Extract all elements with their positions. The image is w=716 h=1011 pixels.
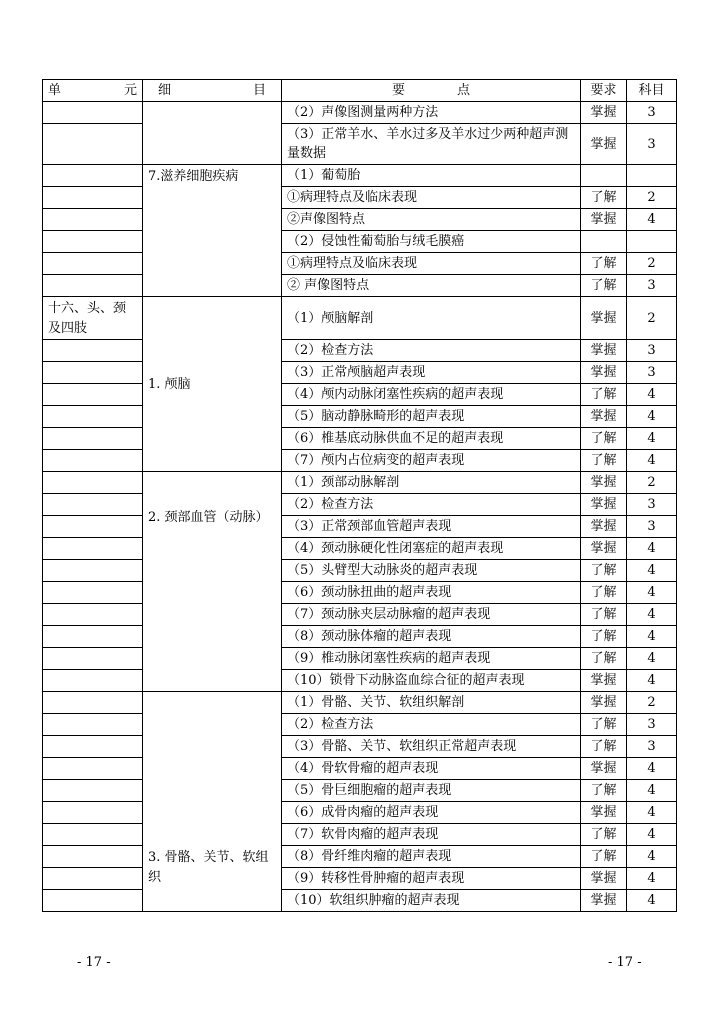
table-row <box>43 604 677 626</box>
table-row <box>43 362 677 384</box>
requirement-cell: 掌握 <box>581 494 627 516</box>
subject-cell <box>627 165 677 187</box>
subject-cell: 4 <box>627 384 677 406</box>
point-cell: （9）转移性骨肿瘤的超声表现 <box>282 868 581 890</box>
table-row <box>43 670 677 692</box>
requirement-cell: 掌握 <box>581 868 627 890</box>
subject-cell: 4 <box>627 868 677 890</box>
unit-cell <box>43 626 143 648</box>
unit-cell <box>43 714 143 736</box>
subject-cell: 2 <box>627 472 677 494</box>
point-cell: ①病理特点及临床表现 <box>282 253 581 275</box>
unit-cell <box>43 604 143 626</box>
table-row <box>43 187 677 209</box>
subject-cell: 3 <box>627 736 677 758</box>
detail-label: 2. 颈部血管（动脉） <box>143 472 282 692</box>
point-cell: （7）颅内占位病变的超声表现 <box>282 450 581 472</box>
requirement-cell: 掌握 <box>581 102 627 124</box>
unit-cell <box>43 516 143 538</box>
point-cell: （10）软组织肿瘤的超声表现 <box>282 890 581 912</box>
requirement-cell: 掌握 <box>581 890 627 912</box>
subject-cell: 3 <box>627 340 677 362</box>
subject-cell: 4 <box>627 780 677 802</box>
requirement-cell: 了解 <box>581 714 627 736</box>
table-row <box>43 736 677 758</box>
table-row <box>43 780 677 802</box>
unit-cell <box>43 560 143 582</box>
subject-cell: 3 <box>627 714 677 736</box>
subject-cell: 4 <box>627 209 677 231</box>
point-cell: （8）颈动脉体瘤的超声表现 <box>282 626 581 648</box>
table-row <box>43 275 677 297</box>
table-row <box>43 802 677 824</box>
unit-label: 十六、头、颈及四肢 <box>43 297 143 340</box>
subject-cell: 4 <box>627 670 677 692</box>
table-row <box>43 846 677 868</box>
requirement-cell: 了解 <box>581 450 627 472</box>
requirement-cell: 掌握 <box>581 516 627 538</box>
point-cell: （1）颅脑解剖 <box>282 297 581 340</box>
unit-cell <box>43 362 143 384</box>
requirement-cell: 了解 <box>581 626 627 648</box>
subject-cell: 4 <box>627 450 677 472</box>
point-cell: （6）颈动脉扭曲的超声表现 <box>282 582 581 604</box>
point-cell: （9）椎动脉闭塞性疾病的超声表现 <box>282 648 581 670</box>
point-cell: （3）正常颈部血管超声表现 <box>282 516 581 538</box>
unit-cell <box>43 494 143 516</box>
table-row <box>43 340 677 362</box>
point-cell: （5）头臂型大动脉炎的超声表现 <box>282 560 581 582</box>
subject-cell <box>627 231 677 253</box>
point-cell: （4）颅内动脉闭塞性疾病的超声表现 <box>282 384 581 406</box>
point-cell: （5）骨巨细胞瘤的超声表现 <box>282 780 581 802</box>
table-row <box>43 560 677 582</box>
subject-cell: 4 <box>627 648 677 670</box>
header-unit: 单 元 <box>43 80 143 102</box>
unit-cell <box>43 124 143 165</box>
subject-cell: 2 <box>627 692 677 714</box>
point-cell: ② 声像图特点 <box>282 275 581 297</box>
unit-cell <box>43 846 143 868</box>
point-cell: （4）颈动脉硬化性闭塞症的超声表现 <box>282 538 581 560</box>
point-cell: （2）检查方法 <box>282 714 581 736</box>
requirement-cell: 了解 <box>581 187 627 209</box>
unit-cell <box>43 102 143 124</box>
requirement-cell <box>581 231 627 253</box>
subject-cell: 4 <box>627 406 677 428</box>
requirement-cell: 了解 <box>581 275 627 297</box>
point-cell: （2）声像图测量两种方法 <box>282 102 581 124</box>
table-row <box>43 692 677 714</box>
page-number-left: - 17 - <box>77 955 111 970</box>
table-row <box>43 231 677 253</box>
subject-cell: 4 <box>627 802 677 824</box>
point-cell: （10）锁骨下动脉盗血综合征的超声表现 <box>282 670 581 692</box>
unit-cell <box>43 538 143 560</box>
detail-label: 7.滋养细胞疾病 <box>143 165 282 297</box>
subject-cell: 3 <box>627 275 677 297</box>
unit-cell <box>43 253 143 275</box>
unit-cell <box>43 758 143 780</box>
point-cell: （5）脑动静脉畸形的超声表现 <box>282 406 581 428</box>
requirement-cell: 了解 <box>581 582 627 604</box>
unit-cell <box>43 187 143 209</box>
point-cell: （8）骨纤维肉瘤的超声表现 <box>282 846 581 868</box>
requirement-cell: 了解 <box>581 736 627 758</box>
subject-cell: 3 <box>627 494 677 516</box>
header-requirement: 要求 <box>581 80 627 102</box>
table-row <box>43 626 677 648</box>
subject-cell: 3 <box>627 124 677 165</box>
table-row <box>43 472 677 494</box>
requirement-cell: 掌握 <box>581 406 627 428</box>
requirement-cell: 掌握 <box>581 758 627 780</box>
table-row <box>43 868 677 890</box>
table-row <box>43 102 677 124</box>
subject-cell: 2 <box>627 187 677 209</box>
requirement-cell: 了解 <box>581 604 627 626</box>
unit-cell <box>43 780 143 802</box>
detail-label: 1. 颅脑 <box>143 297 282 472</box>
subject-cell: 4 <box>627 890 677 912</box>
table-row <box>43 165 677 187</box>
table-row <box>43 758 677 780</box>
unit-cell <box>43 384 143 406</box>
unit-cell <box>43 582 143 604</box>
point-cell: （1）骨骼、关节、软组织解剖 <box>282 692 581 714</box>
requirement-cell: 了解 <box>581 648 627 670</box>
unit-cell <box>43 736 143 758</box>
requirement-cell: 了解 <box>581 428 627 450</box>
table-row <box>43 297 677 340</box>
table-row <box>43 450 677 472</box>
subject-cell: 4 <box>627 604 677 626</box>
unit-cell <box>43 209 143 231</box>
point-cell: （6）成骨肉瘤的超声表现 <box>282 802 581 824</box>
unit-cell <box>43 670 143 692</box>
requirement-cell: 了解 <box>581 846 627 868</box>
subject-cell: 4 <box>627 428 677 450</box>
unit-cell <box>43 824 143 846</box>
unit-cell <box>43 890 143 912</box>
unit-cell <box>43 648 143 670</box>
subject-cell: 3 <box>627 516 677 538</box>
point-cell: （7）软骨肉瘤的超声表现 <box>282 824 581 846</box>
table-row <box>43 516 677 538</box>
subject-cell: 3 <box>627 362 677 384</box>
requirement-cell: 掌握 <box>581 297 627 340</box>
point-cell: （2）检查方法 <box>282 494 581 516</box>
unit-cell <box>43 802 143 824</box>
point-cell: （4）骨软骨瘤的超声表现 <box>282 758 581 780</box>
requirement-cell: 掌握 <box>581 538 627 560</box>
requirement-cell: 掌握 <box>581 340 627 362</box>
unit-cell <box>43 692 143 714</box>
subject-cell: 2 <box>627 297 677 340</box>
requirement-cell: 掌握 <box>581 670 627 692</box>
requirement-cell: 了解 <box>581 560 627 582</box>
subject-cell: 4 <box>627 846 677 868</box>
table-row <box>43 824 677 846</box>
syllabus-table <box>42 79 677 912</box>
unit-cell <box>43 868 143 890</box>
requirement-cell: 了解 <box>581 384 627 406</box>
table-header-row <box>43 80 677 102</box>
unit-cell <box>43 450 143 472</box>
subject-cell: 4 <box>627 582 677 604</box>
subject-cell: 4 <box>627 824 677 846</box>
subject-cell: 4 <box>627 626 677 648</box>
table-row <box>43 253 677 275</box>
requirement-cell: 掌握 <box>581 362 627 384</box>
table-row <box>43 890 677 912</box>
header-point: 要 点 <box>282 80 581 102</box>
requirement-cell: 了解 <box>581 253 627 275</box>
point-cell: （2）检查方法 <box>282 340 581 362</box>
point-cell: （6）椎基底动脉供血不足的超声表现 <box>282 428 581 450</box>
point-cell: ②声像图特点 <box>282 209 581 231</box>
header-detail: 细 目 <box>143 80 282 102</box>
header-subject: 科目 <box>627 80 677 102</box>
unit-cell <box>43 472 143 494</box>
point-cell: （3）正常颅脑超声表现 <box>282 362 581 384</box>
requirement-cell: 了解 <box>581 780 627 802</box>
point-cell: （3）正常羊水、羊水过多及羊水过少两种超声测量数据 <box>282 124 581 165</box>
table-row <box>43 406 677 428</box>
table-row <box>43 124 677 165</box>
point-cell: （7）颈动脉夹层动脉瘤的超声表现 <box>282 604 581 626</box>
point-cell: （3）骨骼、关节、软组织正常超声表现 <box>282 736 581 758</box>
table-row <box>43 428 677 450</box>
table-row <box>43 494 677 516</box>
table-row <box>43 714 677 736</box>
subject-cell: 4 <box>627 538 677 560</box>
subject-cell: 3 <box>627 102 677 124</box>
table-row <box>43 648 677 670</box>
requirement-cell: 掌握 <box>581 692 627 714</box>
unit-cell <box>43 340 143 362</box>
point-cell: （1）葡萄胎 <box>282 165 581 187</box>
requirement-cell: 掌握 <box>581 472 627 494</box>
subject-cell: 4 <box>627 758 677 780</box>
unit-cell <box>43 275 143 297</box>
requirement-cell <box>581 165 627 187</box>
page-number-right: - 17 - <box>608 955 642 970</box>
point-cell: ①病理特点及临床表现 <box>282 187 581 209</box>
point-cell: （1）颈部动脉解剖 <box>282 472 581 494</box>
requirement-cell: 掌握 <box>581 802 627 824</box>
requirement-cell: 了解 <box>581 824 627 846</box>
unit-cell <box>43 165 143 187</box>
subject-cell: 2 <box>627 253 677 275</box>
table-row <box>43 209 677 231</box>
point-cell: （2）侵蚀性葡萄胎与绒毛膜癌 <box>282 231 581 253</box>
table-row <box>43 582 677 604</box>
unit-cell <box>43 231 143 253</box>
detail-label <box>143 102 282 165</box>
unit-cell <box>43 406 143 428</box>
detail-label: 3. 骨骼、关节、软组织 <box>143 692 282 912</box>
subject-cell: 4 <box>627 560 677 582</box>
requirement-cell: 掌握 <box>581 209 627 231</box>
table-row <box>43 384 677 406</box>
requirement-cell: 掌握 <box>581 124 627 165</box>
unit-cell <box>43 428 143 450</box>
table-row <box>43 538 677 560</box>
